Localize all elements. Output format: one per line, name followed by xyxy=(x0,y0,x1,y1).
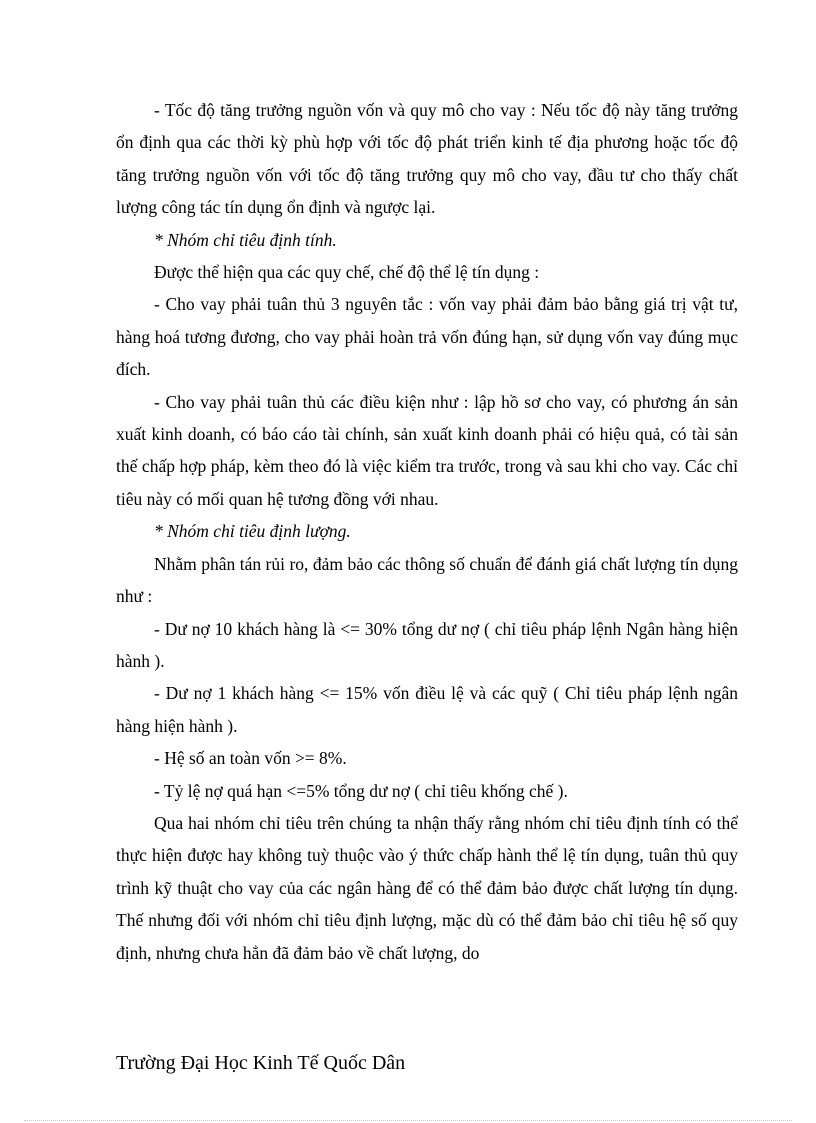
list-item-one-customer: - Dư nợ 1 khách hàng <= 15% vốn điều lệ và các quỹ ( Chỉ tiêu pháp lệnh ngân hàng hiện hành ). xyxy=(116,683,738,736)
paragraph-conclusion: Qua hai nhóm chỉ tiêu trên chúng ta nhận thấy rằng nhóm chỉ tiêu định tính có thể thực hiện được hay không tuỳ thuộc vào ý thức chấp hành thể lệ tín dụng, tuân thủ quy trình kỹ thuật cho vay của các ngân hàng để có thể đảm bảo được chất lượng tín dụng. Thế nhưng đối với nhóm chỉ tiêu định lượng, mặc dù có thể đảm bảo chỉ tiêu hệ số quy định, nhưng chưa hẳn đã đảm bảo về chất lượng, do xyxy=(116,812,738,963)
list-item-ten-customers: - Dư nợ 10 khách hàng là <= 30% tổng dư nợ ( chỉ tiêu pháp lệnh Ngân hàng hiện hành ). xyxy=(116,618,738,671)
list-item-overdue-ratio: - Tỷ lệ nợ quá hạn <=5% tổng dư nợ ( chỉ tiêu khống chế ). xyxy=(154,780,568,801)
paragraph-loan-conditions: - Cho vay phải tuân thủ các điều kiện như : lập hồ sơ cho vay, có phương án sản xuất kinh doanh, có báo cáo tài chính, sản xuất kinh doanh phải có hiệu quả, có tài sản thế chấp hợp pháp, kèm theo đó là việc kiểm tra trước, trong và sau khi cho vay. Các chỉ tiêu này có mối quan hệ tương đồng với nhau. xyxy=(116,391,738,509)
list-item-capital-adequacy: - Hệ số an toàn vốn >= 8%. xyxy=(154,748,347,769)
heading-qualitative-indicators: * Nhóm chỉ tiêu định tính. xyxy=(154,229,337,250)
heading-quantitative-indicators: * Nhóm chỉ tiêu định lượng. xyxy=(154,521,351,542)
paragraph-regulations-intro: Được thể hiện qua các quy chế, chế độ thể lệ tín dụng : xyxy=(154,262,540,283)
paragraph-risk-diversification: Nhằm phân tán rủi ro, đảm bảo các thông số chuẩn để đánh giá chất lượng tín dụng như : xyxy=(116,553,738,607)
paragraph-three-principles: - Cho vay phải tuân thủ 3 nguyên tắc : vốn vay phải đảm bảo bằng giá trị vật tư, hàng hoá tương đương, cho vay phải hoàn trả vốn đúng hạn, sử dụng vốn vay đúng mục đích. xyxy=(116,294,738,380)
page-bottom-divider xyxy=(24,1120,792,1121)
paragraph-growth-rate: - Tốc độ tăng trưởng nguồn vốn và quy mô cho vay : Nếu tốc độ này tăng trưởng ổn định qua các thời kỳ phù hợp với tốc độ phát triển kinh tế địa phương hoặc tốc độ tăng trưởng nguồn vốn với tốc độ tăng trưởng quy mô cho vay, đầu tư cho thấy chất lượng công tác tín dụng ổn định và ngược lại. xyxy=(116,100,738,218)
body-text xyxy=(116,94,738,969)
page-footer: Trường Đại Học Kinh Tế Quốc Dân xyxy=(116,1052,406,1074)
